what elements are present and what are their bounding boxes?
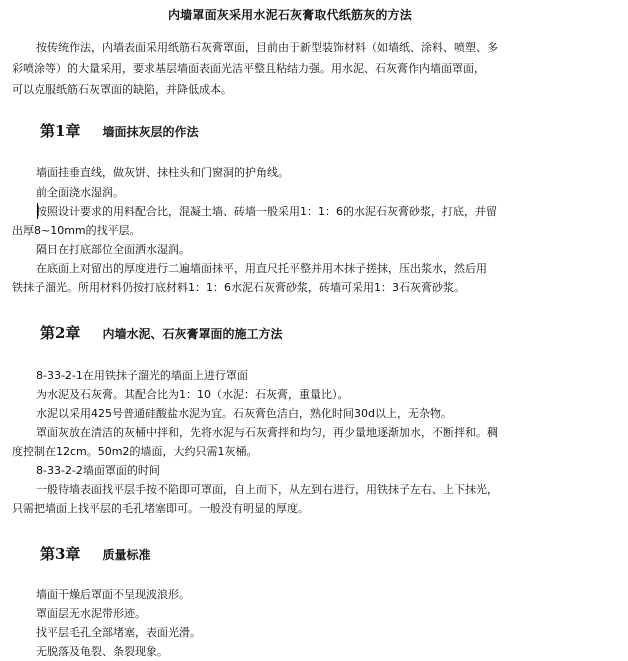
ch3-line-2: 罩面层无水泥带形迹。 (36, 607, 146, 620)
chapter-1-name: 墙面抹灰层的作法 (102, 125, 199, 139)
ch3-line-3: 找平层毛孔全部堵塞，表面光滑。 (36, 626, 201, 639)
document-title: 内墙罩面灰采用水泥石灰膏取代纸筋灰的方法 (167, 8, 412, 22)
ch2-line-4: 罩面灰放在清洁的灰桶中拌和，先将水泥与石灰膏拌和均匀，再少量地逐渐加水，不断拌和。稠 (36, 426, 498, 439)
ch3-line-4: 无脱落及龟裂、条裂现象。 (36, 645, 168, 658)
intro-line-1: 按传统作法，内墙表面采用纸筋石灰膏罩面，目前由于新型装饰材料（如墙纸、涂料、喷塑、多 (36, 41, 498, 54)
ch2-line-6: 8-33-2-2墙面罩面的时间 (36, 464, 160, 477)
chapter-1-number: 第1章 (40, 122, 81, 140)
chapter-2-heading (40, 322, 282, 343)
chapter-1-heading (40, 120, 198, 141)
ch1-line-7: 铁抹子溜光。所用材料仍按打底材料1：1：6水泥石灰膏砂浆，砖墙可采用1：3石灰膏砂浆。 (12, 281, 465, 294)
ch3-line-1: 墙面干燥后罩面不呈现波浪形。 (36, 588, 190, 601)
intro-line-2: 彩喷涂等）的大量采用，要求基层墙面表面光洁平整且粘结力强。用水泥、石灰膏作内墙面罩面， (12, 62, 485, 75)
chapter-3-name: 质量标准 (102, 548, 151, 562)
chapter-3-heading (40, 543, 150, 564)
ch1-line-5: 隔日在打底部位全面洒水湿润。 (36, 243, 190, 256)
chapter-3-number: 第3章 (40, 545, 81, 563)
chapter-2-name: 内墙水泥、石灰膏罩面的施工方法 (102, 327, 283, 341)
ch2-line-8: 只需把墙面上找平层的毛孔堵塞即可。一般没有明显的厚度。 (12, 502, 309, 515)
ch1-line-4: 出厚8~10mm的找平层。 (12, 224, 141, 237)
chapter-2-number: 第2章 (40, 324, 81, 342)
ch1-line-3: 按照设计要求的用料配合比，混凝土墙、砖墙一般采用1：1：6的水泥石灰膏砂浆，打底，并留 (36, 205, 497, 218)
intro-line-3: 可以克服纸筋石灰罩面的缺陷，并降低成本。 (12, 83, 232, 96)
ch2-line-7: 一般待墙表面找平层手按不陷即可罩面，自上而下，从左到右进行，用铁抹子左右、上下抹光， (36, 483, 498, 496)
ch2-line-2: 为水泥及石灰膏。其配合比为1：10（水泥：石灰膏，重量比）。 (36, 388, 349, 401)
ch1-line-2: 前全面浇水湿润。 (36, 186, 124, 199)
ch2-line-5: 度控制在12cm。50m2的墙面，大约只需1灰桶。 (12, 445, 258, 458)
ch1-line-6: 在底面上对留出的厚度进行二遍墙面抹平，用直尺托平整并用木抹子搓抹，压出浆水，然后用 (36, 262, 487, 275)
ch2-line-3: 水泥以采用425号普通硅酸盐水泥为宜。石灰膏色洁白，熟化时间30d以上，无杂物。 (36, 407, 452, 420)
ch1-line-1: 墙面挂垂直线，做灰饼、抹柱头和门窗洞的护角线。 (36, 166, 289, 179)
ch2-line-1: 8-33-2-1在用铁抹子溜光的墙面上进行罩面 (36, 369, 248, 382)
